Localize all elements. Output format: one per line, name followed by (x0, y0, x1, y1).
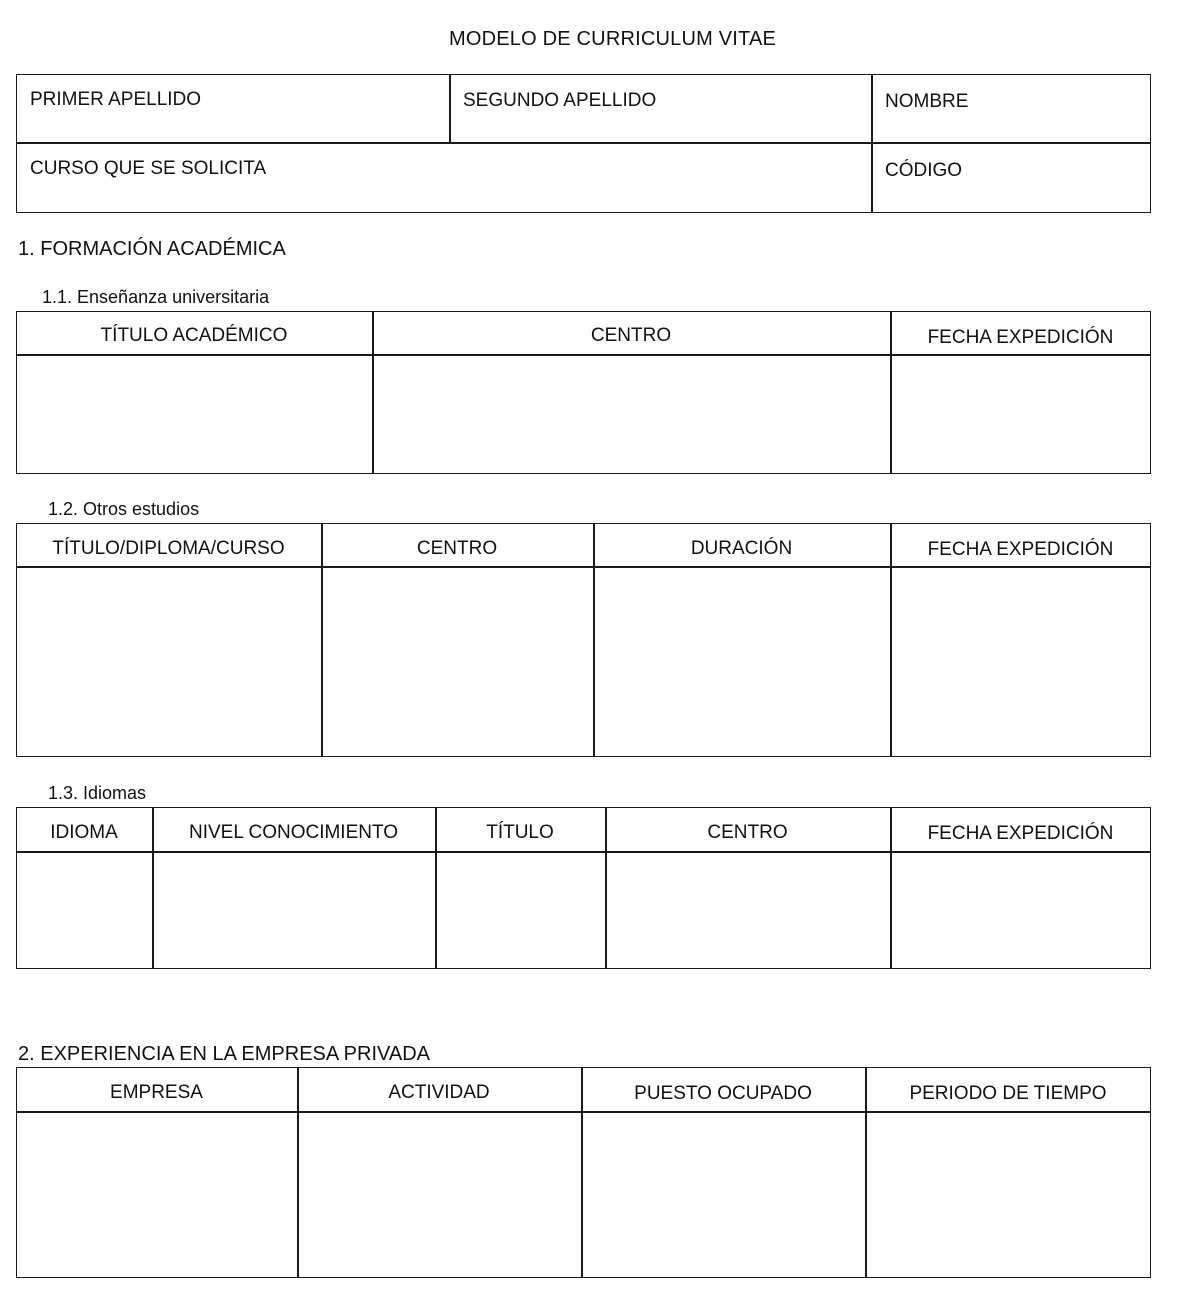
personal-col-divider-2 (871, 74, 873, 213)
experiencia-header-actividad: ACTIVIDAD (388, 1082, 490, 1103)
idiomas-header-titulo: TÍTULO (486, 822, 554, 843)
otros-header-fecha: FECHA EXPEDICIÓN (927, 539, 1114, 560)
experiencia-header-empresa: EMPRESA (110, 1082, 203, 1103)
section-1-1-heading: 1.1. Enseñanza universitaria (42, 287, 270, 307)
nombre-label: NOMBRE (885, 91, 969, 112)
universitaria-header-centro: CENTRO (590, 325, 672, 346)
section-1-2-heading: 1.2. Otros estudios (48, 499, 200, 519)
experiencia-header-periodo: PERIODO DE TIEMPO (909, 1083, 1107, 1104)
section-2-heading: 2. EXPERIENCIA EN LA EMPRESA PRIVADA (18, 1043, 431, 1065)
idiomas-header-fecha: FECHA EXPEDICIÓN (927, 823, 1114, 844)
otros-header-titulo: TÍTULO/DIPLOMA/CURSO (52, 538, 285, 559)
idiomas-header-idioma: IDIOMA (50, 822, 118, 843)
idiomas-header-centro: CENTRO (707, 822, 788, 843)
codigo-label: CÓDIGO (885, 160, 963, 181)
personal-col-divider-1 (449, 74, 451, 143)
experiencia-header-divider (16, 1111, 1151, 1113)
otros-header-divider (16, 566, 1151, 568)
section-1-3-heading: 1.3. Idiomas (48, 783, 147, 803)
otros-header-duracion: DURACIÓN (690, 538, 793, 559)
primer-apellido-label: PRIMER APELLIDO (30, 89, 202, 110)
idiomas-header-divider (16, 851, 1151, 853)
personal-row-divider (16, 142, 1151, 144)
section-1-heading: 1. FORMACIÓN ACADÉMICA (18, 238, 286, 260)
experiencia-header-puesto: PUESTO OCUPADO (634, 1083, 812, 1104)
universitaria-header-fecha: FECHA EXPEDICIÓN (927, 327, 1114, 348)
otros-header-centro: CENTRO (416, 538, 498, 559)
curso-label: CURSO QUE SE SOLICITA (30, 158, 267, 179)
segundo-apellido-label: SEGUNDO APELLIDO (463, 90, 657, 111)
document-title: MODELO DE CURRICULUM VITAE (448, 28, 777, 50)
universitaria-header-divider (16, 354, 1151, 356)
universitaria-header-titulo: TÍTULO ACADÉMICO (100, 325, 288, 346)
idiomas-header-nivel: NIVEL CONOCIMIENTO (188, 822, 399, 843)
